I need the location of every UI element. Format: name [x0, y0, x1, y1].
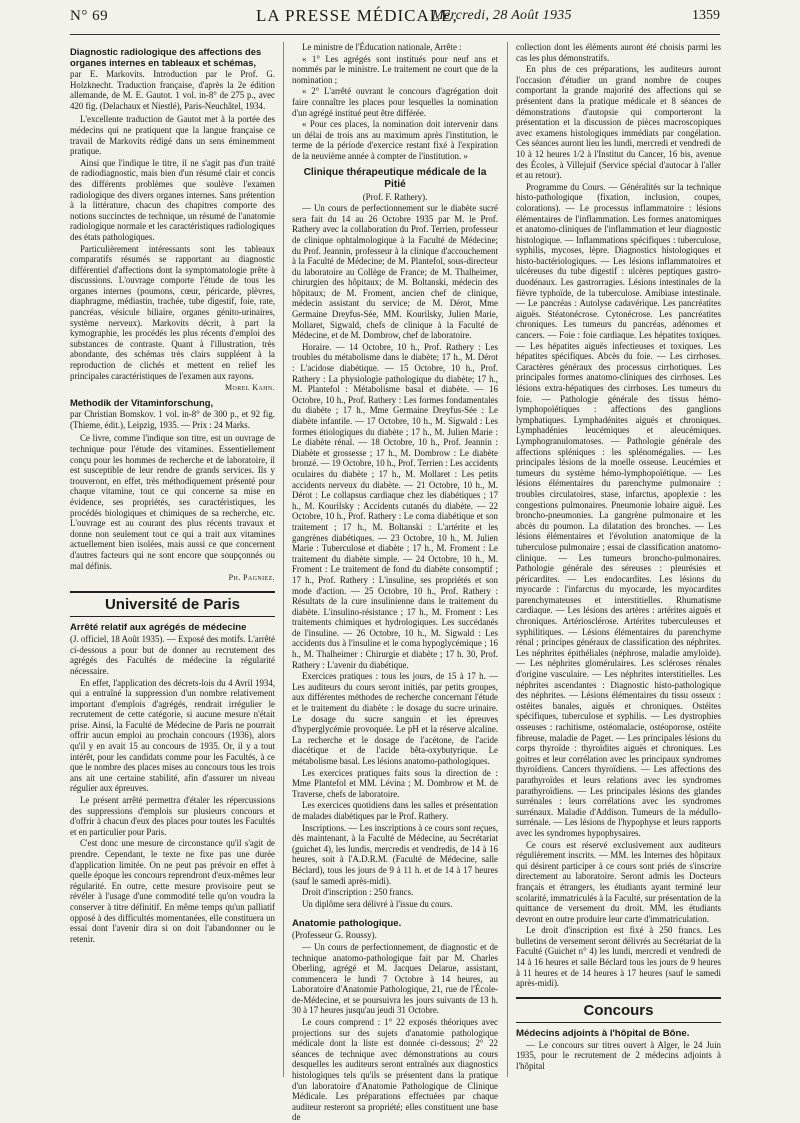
column-1: [70, 42, 275, 1077]
review-paragraph: L'excellente traduction de Gautot met à la portée des médecins qui ne pratiquent que la langue française ce travail de Markovits rédigé dans un sens éminemment pratique.: [70, 114, 275, 157]
article-paragraph: collection dont les éléments auront été choisis parmi les cas les plus démonstratifs.: [516, 42, 721, 63]
article-paragraph: Horaire. — 14 Octobre, 10 h., Prof. Rathery : Les troubles du métabolisme dans le diabète; 17 h., M. Dérot : L'acidose diabétique. — 15 Octobre, 10 h., Prof. Rathery : La physiologie pathologique du diabète; 17 h., M. Plantefol : Métabolisme basal et diabète. — 16 Octobre, 10 h., Prof. Rathery : Les formes fondamentales du diabète ; 17 h., Mme Germaine Dreyfus-Sée : Le diabète infantile. — 17 Octobre, 10 h., M. Sigwald : Les formes étiologiques du diabète ; 17 h., M. Julien Marie : Le diabète rénal. — 18 Octobre, 10 h., Prof. Jeannin : Diabète et grossesse ; 17 h., M. Dombrow : Le diabète bronzé. — 19 Octobre, 10 h., Prof. Terrien : Les accidents oculaires du diabète ; 17 h., M. Mollaret : Les petits accidents nerveux du diabète. — 21 Octobre, 10 h., M. Dérot : Le collapsus cardiaque chez les diabétiques ; 17 h., M. Kourilsky : Accidents cutanés du diabète. — 22 Octobre, 10 h., Prof. Rathery : Le coma diabétique et son traitement ; 17 h., M. Boltanski : L'artérite et les gangrènes diabétiques. — 23 Octobre, 10 h., M. Julien Marie : Tuberculose et diabète ; 17 h., M. Froment : Le traitement du diabète simple. — 24 Octobre, 10 h., M. Froment : Le traitement de fond du diabète consomptif ; 17 h., Prof. Rathery : L'insuline, ses propriétés et son mode d'action. — 25 Octobre, 10 h., Prof. Rathery : Résultats de la cure insulinienne dans le traitement du diabète. L'insulino-résistance ; 17 h., M. Froment : Les traitements chimiques et hydrologiques. Les succédanés de l'insuline. — 26 Octobre, 10 h., M. Sigwald : Les accidents dus à l'insuline et le coma hypoglycémique ; 16 h., M. Thalheimer : Chirurgie et diabète ; 17 h. 30, Prof. Rathery : L'avenir du diabétique.: [292, 341, 498, 670]
article-paragraph: Droit d'inscription : 250 francs.: [302, 887, 414, 898]
review-signature: Morel Kahn.: [225, 383, 275, 393]
article-paragraph: Inscriptions. — Les inscriptions à ce cours sont reçues, dès maintenant, à la Faculté de Médecine, au Secrétariat (guichet 4), les lundis, mercredis et vendredis, de 14 à 16 heures, soit à l'A.D.R.M. (Faculté de Médecine, salle Béclard), tous les jours de 9 à 11 h. et de 14 à 17 heures (sauf le samedi après-midi).: [292, 822, 498, 886]
section-header: [516, 997, 721, 1023]
article-paragraph: « 2° L'arrêté ouvrant le concours d'agrégation doit faire connaître les places pour lesquelles la nomination d'un agrégé institué peut être différée.: [292, 86, 498, 118]
article-paragraph: Les exercices quotidiens dans les salles et présentation de malades diabétiques par le Prof. Rathery.: [292, 800, 498, 821]
article-paragraph: — Un cours de perfectionnement sur le diabète sucré sera fait du 14 au 26 Octobre 1935 par M. le Prof. Rathery avec la collaboration du Prof. Terrien, professeur de clinique ophtalmologique à la Faculté de Médecine; du Prof. Jeannin, professeur à la clinique d'accouchement à la Faculté de Médecine; de M. Plantefol, sous-directeur du laboratoire au Collège de France; de M. Thalheimer, chirurgien des hôpitaux; de M. Boltanski, médecin des hôpitaux; de M. Froment, ancien chef de clinique, médecin assistant du service; de M. Dérot, Mme Germaine Dreyfus-Sée, MM. Kourilsky, Julien Marie, Mollaret, Sigwald, chefs de clinique à la Faculté de Médecine, et de M. Dombrow, chef de laboratoire.: [292, 203, 498, 341]
article-paragraph: Programme du Cours. — Généralités sur la technique histo-pathologique (fixation, inclusion, coupes, colorations). — Le processus inflammatoire : lésions élémentaires de l'inflammation. Les formes anatomiques et anatomo-cliniques de l'inflammation et leur diagnostic histologique. — Inflammations spécifiques : tuberculose, syphilis, mycoses, lèpre. Diagnostics histologiques et histo-bactériologiques. — Les lésions inflammatoires et ulcéreuses du tube digestif : ulcères peptiques gastro-duodénaux. Les gastrorragies. Lésions intestinales de la fièvre typhoïde, de la tuberculose. Amibiase intestinale. — Le pancréas : Autolyse cadavérique. Les pancréatites aiguës. Stéatonécrose. Cytonécrose. Les pancréatites chroniques. Les tumeurs du pancréas, adénomes et cancers. — Foie : foie cardiaque. Les hépatites toxiques. — Les hépatites aiguës infectieuses et toxiques. Les hépatites spécifiques. Abcès du foie. — Les cirrhoses. Caractères généraux des processus cirrhotiques. Les principales formes anatomo-cliniques des cirrhoses. Les lésions extra-hépatiques des cirrhoses. Les tumeurs du foie. — Pathologie générale des tissus hémo-lymphopoïétiques : affections des ganglions lymphatiques. Lymphadénites aiguës et chroniques. Lymphadénies leucémiques et aleucémiques. Lymphogranulomatoses. — Pathologie générale des affections spléniques : les splénomégalies. — Les principales lésions de la moelle osseuse. Leucémies et tumeurs du système hémo-lymphopoïétique. — Les lésions élémentaires du parenchyme pulmonaire : troubles circulatoires, stase, infarctus, apoplexie : les congestions pulmonaires. Pneumonie lobaire aiguë. Les broncho-pneumonies. La gangrène pulmonaire et les abcès du poumon. La dilatation des bronches. — Les lésions élémentaires et l'évolution anatomique de la tuberculose pulmonaire ; essai de classification anatomo-clinique. — Les tumeurs broncho-pulmonaires. Pathologie générale des séreuses : pleurésies et péricardites. — Les endocardites. Les lésions du myocarde : l'infarctus du myocarde, les myocardites parenchymateuses et interstitielles. Rhumatisme cardiaque. — Les lésions des artères : artérites aiguës et chroniques. Artériosclérose. Artérites tuberculeuses et syphilitiques. — Lésions élémentaires du parenchyme rénal ; principes généraux de classification des néphrites. Les néphrites épithéliales (néphrose, maladie amyloïde). — Les néphrites glomérulaires. Les scléroses rénales d'origine vasculaire. — Les néphrites interstitielles. Les néphrites ascendantes : Diagnostic histo-pathologique des néphrites. — Lésions élémentaires du tissu osseux : ostéites banales, aiguës et chroniques. Ostéites spécifiques, tuberculose et syphilis. — Les dystrophies osseuses : rachitisme, ostéomalacie, ostéoporose, ostéite fibreuse, maladie de Paget. — Les principales lésions du corps thyroïde : thyroïdites aiguës et chroniques. Les goitres et leur corrélation avec les principaux syndromes thyroïdiens. Cancers thyroïdiens. — Les affections des parathyroïdes et leurs relations avec les syndromes parathyroïdiens. — Les principales lésions des glandes surrénales : leurs corrélations avec les syndromes surrénaux. Maladie d'Addison. Tumeurs de la médullo-surrénale. — Les lésions de l'hypophyse et leurs rapports avec les syndromes hypophysaires.: [516, 181, 721, 838]
review-paragraph: Ainsi que l'indique le titre, il ne s'agit pas d'un traité de radiodiagnostic, mais bien d'un résumé clair et concis des différents problèmes que soulève l'examen radiologique des divers organes internes. Sans prétention à la littérature, chacun des chapitres comporte des notions succinctes de technique, un résumé de l'anatomie radiologique normale et les caractéristiques radiologiques des états pathologiques.: [70, 157, 275, 242]
book-review-meta: par E. Markovits. Introduction par le Prof. G. Holzknecht. Traduction française, d'après la 2e édition allemande, de M. E. Gautot. 1 vol. in-8° de 275 p., avec 420 fig. (Delachaux et Niestlé), Paris-Neuchâtel, 1934.: [70, 69, 275, 111]
article-paragraph: C'est donc une mesure de circonstance qu'il s'agit de prendre. Cependant, le texte ne fixe pas une durée d'application limitée. On ne peut pas prévoir en effet à quelle époque les concours reprendront d'eux-mêmes leur régularité. En outre, cette mesure provisoire peut se révéler à l'usage d'une commodité telle qu'on voudra la conserver à titre définitif. En même temps qu'un palliatif opposé à des difficultés momentanées, elle constituera un essai dont l'avenir dira si on doit l'abandonner ou le retenir.: [70, 838, 275, 944]
article-title-suffix: (Professeur G. Roussy).: [292, 930, 377, 941]
issue-number: N° 69: [70, 8, 109, 24]
article-paragraph: Le cours comprend : 1° 22 exposés théoriques avec projections sur des sujets d'anatomie pathologique médicale dont la liste est donnée ci-dessous; 2° 22 séances de technique avec démonstrations au cours desquelles les auditeurs seront entraînés aux diagnostics histologiques tels qu'ils se présentent dans la pratique d'un laboratoire d'Anatomie Pathologique de Clinique Médicale. Les préparations effectuées par chaque auditeur resteront sa propriété; elles constituent une base de: [292, 1017, 498, 1123]
article-paragraph: Ce cours est réservé exclusivement aux auditeurs régulièrement inscrits. — MM. les Internes des hôpitaux qui désirent participer à ce cours sont priés de s'inscrire directement au laboratoire. Seront admis les Docteurs français et étrangers, les étudiants ayant terminé leur scolarité, immatriculés à la Faculté, sur présentation de la quittance de versement du droit. MM. les étudiants devront en outre produire leur carte d'immatriculation.: [516, 839, 721, 924]
column-divider: [283, 42, 284, 1077]
section-title: Concours: [583, 1001, 654, 1019]
article-paragraph: « 1° Les agrégés sont institués pour neuf ans et nommés par le ministre. Le traitement ne court que de la nomination ;: [292, 53, 498, 85]
section-title: Université de Paris: [104, 596, 241, 614]
newspaper-title: LA PRESSE MÉDICALE,: [256, 6, 458, 25]
book-review-meta: par Christian Bomskov. 1 vol. in-8° de 300 p., et 92 fig. (Thieme, édit.), Leipzig, 1935. — Prix : 24 Marks.: [70, 409, 275, 430]
article-title: Médecins adjoints à l'hôpital de Bône.: [516, 1027, 690, 1039]
book-review-title: Methodik der Vitaminforschung,: [70, 397, 214, 409]
column-divider: [507, 42, 508, 1077]
article-title-suffix: (Prof. F. Rathery).: [362, 191, 428, 202]
article-intro: (J. officiel, 18 Août 1935). — Exposé des motifs. L'arrêté ci-dessous a pour but de donner au recrutement des agrégés des Facultés de médecine la régularité nécessaire.: [70, 634, 275, 676]
issue-date: Mercredi, 28 Août 1935: [432, 8, 572, 23]
article-paragraph: Les exercices pratiques faits sous la direction de : Mme Plantefol et MM. Lévina ; M. Dombrow et M. de Traverse, chefs de laboratoire.: [292, 767, 498, 799]
review-paragraph: Ce livre, comme l'indique son titre, est un ouvrage de technique pour l'étude des vitamines. Essentiellement conçu pour les hommes de recherche et de laboratoire, il est susceptible de leur rendre de grands services. Ils y trouveront, en effet, très méthodiquement présenté pour chaque vitamine, tout ce qui concerne sa mise en évidence, ses propriétés, ses caractéristiques, les procédés biologiques et chimiques de sa recherche, etc. L'ouvrage est au courant des plus récents travaux et donne non seulement tout ce qui a trait aux vitamines actuellement bien isolées, mais aussi ce que concernent d'autres facteurs qui ne sont encore que soupçonnés ou mal définis.: [70, 433, 275, 571]
column-3: [516, 42, 721, 1077]
article-paragraph: Un diplôme sera délivré à l'issue du cours.: [302, 898, 453, 909]
article-paragraph: En effet, l'application des décrets-lois du 4 Avril 1934, qui a entraîné la suppression d'un nombre relativement important d'emplois d'agrégés, rendrait irrégulier le recrutement de cette catégorie, si aucune mesure n'était prise. Ainsi, la Faculté de Médecine de Paris ne pourrait offrir aucun emploi au prochain concours (1936), alors qu'il y en avait 15 au concours de 1935. Or, il y a tout intérêt, pour les candidats comme pour les Facultés, à ce que le nombre des places mises au concours tous les trois ans ait une certaine stabilité, afin d'assurer un niveau régulier aux épreuves.: [70, 677, 275, 794]
review-signature: Ph. Pagniez.: [228, 573, 275, 583]
page-number: 1359: [692, 8, 720, 23]
article-paragraph: Le ministre de l'Éducation nationale, Arrête :: [302, 42, 462, 52]
article-title: Clinique thérapeutique médicale de la Pitié: [303, 166, 487, 190]
article-title: Arrêté relatif aux agrégés de médecine: [70, 622, 247, 634]
article-paragraph: Le présent arrêté permettra d'étaler les répercussions des suppressions d'emplois sur plusieurs concours et d'offrir à chacun d'eux des places pour toutes les Facultés et en particulier pour Paris.: [70, 795, 275, 837]
column-2: [292, 42, 498, 1123]
review-paragraph: Particulièrement intéressants sont les tableaux comparatifs résumés se rapportant au diagnostic différentiel d'affections dont la symptomatologie prête à discussions. L'ouvrage comporte l'étude de tous les organes internes (poumons, cœur, péricarde, plèvres, diaphragme, médiastin, trachée, tube digestif, foie, rate, pancréas, vésicule biliaire, organes génito-urinaires, système nerveux). Markovits décrit, à part la kymographie, les procédés les plus récents d'emploi des substances de contraste. Quant à l'illustration, très abondante, des schémas très clairs suppléent à la reproduction de clichés et mettent en relief les principales caractéristiques de l'examen aux rayons.: [70, 243, 275, 381]
article-title: Anatomie pathologique.: [292, 918, 402, 930]
article-paragraph: — Un cours de perfectionnement, de diagnostic et de technique anatomo-pathologique fait par M. Charles Oberling, agrégé et M. Jacques Delarue, assistant, commencera le lundi 7 Octobre à 14 heures, au Laboratoire d'Anatomie Pathologique, 21, rue de l'École-de-Médecine, et se poursuivra les jours suivants de 13 h. 30 à 17 heures jusqu'au jeudi 31 Octobre.: [292, 941, 498, 1016]
section-header: [70, 591, 275, 617]
article-paragraph: « Pour ces places, la nomination doit intervenir dans un délai de trois ans au maximum après l'institution, le terme de la période d'exercice restant fixé à l'expiration de la neuvième année à compter de l'institution. »: [292, 119, 498, 161]
book-review-title: Diagnostic radiologique des affections des organes internes en tableaux et schémas,: [70, 46, 262, 68]
header-rule: [70, 34, 720, 35]
article-paragraph: Exercices pratiques : tous les jours, de 15 à 17 h. — Les auditeurs du cours seront initiés, par petits groupes, aux différentes méthodes de recherche concernant l'étude et le traitement du diabète : le dosage du sucre urinaire. Le dosage du sucre sanguin et les épreuves d'hyperglycémie provoquée. Le pH et la réserve alcaline. La recherche et le dosage de l'acétone, de l'acide diacétique et de l'acide bêta-oxybutyrique. Le métabolisme basal. Les lésions anatomo-pathologiques.: [292, 671, 498, 766]
article-paragraph: En plus de ces préparations, les auditeurs auront l'occasion d'étudier un grand nombre de coupes comportant la grande majorité des affections qui se présentent dans la pratique médicale et 8 séances de démonstrations d'autopsie qui comporteront la présentation et la discussion de pièces macroscopiques avec examens histologiques immédiats par congélation. Ces séances auront lieu les lundi, mercredi et vendredi de 10 à 12 heures 1/2 à l'Institut du Cancer, 16 bis, avenue des Écoles, à Villejuif (Service spécial d'autocar à l'aller et au retour).: [516, 64, 721, 181]
article-paragraph: — Le concours sur titres ouvert à Alger, le 24 Juin 1935, pour le recrutement de 2 médecins adjoints à l'hôpital: [516, 1039, 721, 1072]
article-paragraph: Le droit d'inscription est fixé à 250 francs. Les bulletins de versement seront délivrés au Secrétariat de la Faculté (Guichet n° 4) les lundi, mercredi et vendredi de 14 à 16 heures et salle Béclard tous les jours de 9 heures à 11 heures et de 14 heures à 17 heures (sauf le samedi après-midi).: [516, 925, 721, 989]
